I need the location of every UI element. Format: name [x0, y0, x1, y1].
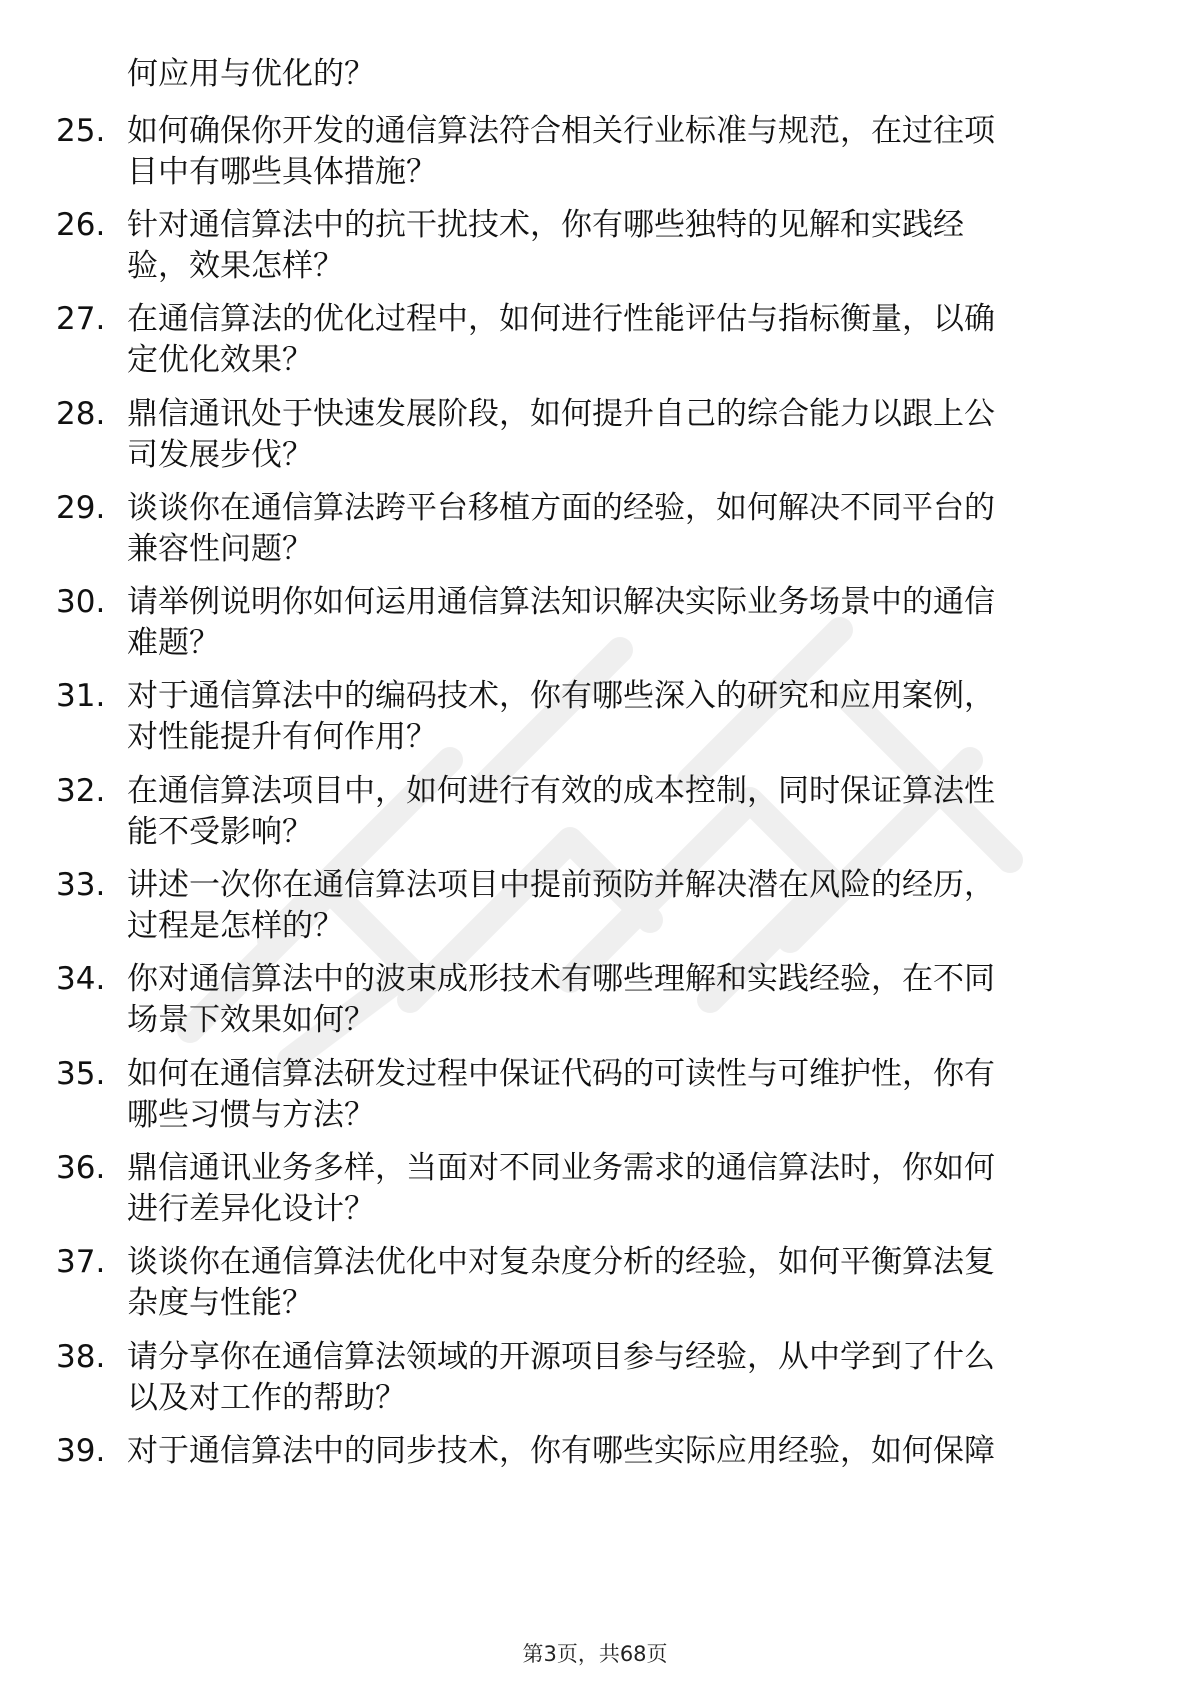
question-number: 29.	[56, 490, 106, 526]
question-text-line: 谈谈你在通信算法优化中对复杂度分析的经验，如何平衡算法复	[127, 1244, 995, 1280]
question-text-line: 如何在通信算法研发过程中保证代码的可读性与可维护性，你有	[127, 1056, 995, 1092]
continuation-line: 何应用与优化的？	[127, 56, 375, 92]
question-text-line: 对性能提升有何作用？	[127, 719, 437, 755]
question-text-line: 请举例说明你如何运用通信算法知识解决实际业务场景中的通信	[127, 584, 995, 620]
question-item	[56, 109, 1126, 201]
question-text-line: 讲述一次你在通信算法项目中提前预防并解决潜在风险的经历，	[127, 867, 995, 903]
question-number: 36.	[56, 1150, 106, 1186]
question-number: 34.	[56, 961, 106, 997]
question-text-line: 鼎信通讯业务多样，当面对不同业务需求的通信算法时，你如何	[127, 1150, 995, 1186]
question-text-line: 鼎信通讯处于快速发展阶段，如何提升自己的综合能力以跟上公	[127, 396, 995, 432]
question-text-line: 验，效果怎样？	[127, 248, 344, 284]
question-text-line: 能不受影响？	[127, 814, 313, 850]
question-text-line: 针对通信算法中的抗干扰技术，你有哪些独特的见解和实践经	[127, 207, 964, 243]
question-number: 28.	[56, 396, 106, 432]
question-text-line: 在通信算法的优化过程中，如何进行性能评估与指标衡量，以确	[127, 301, 995, 337]
question-item	[56, 1146, 1126, 1238]
question-text-line: 进行差异化设计？	[127, 1191, 375, 1227]
question-number: 27.	[56, 301, 106, 337]
question-number: 32.	[56, 773, 106, 809]
question-number: 26.	[56, 207, 106, 243]
question-item	[56, 392, 1126, 484]
page-footer: 第3页，共68页	[522, 1642, 668, 1666]
question-text-line: 定优化效果？	[127, 342, 313, 378]
question-text-line: 杂度与性能？	[127, 1285, 313, 1321]
question-text-line: 对于通信算法中的编码技术，你有哪些深入的研究和应用案例，	[127, 678, 995, 714]
question-text-line: 司发展步伐？	[127, 437, 313, 473]
question-item	[56, 1052, 1126, 1144]
question-text-line: 兼容性问题？	[127, 531, 313, 567]
question-number: 30.	[56, 584, 106, 620]
question-text-line: 对于通信算法中的同步技术，你有哪些实际应用经验，如何保障	[127, 1433, 995, 1469]
question-text-line: 目中有哪些具体措施？	[127, 154, 437, 190]
question-text-line: 场景下效果如何？	[127, 1002, 375, 1038]
question-text-line: 过程是怎样的？	[127, 908, 344, 944]
question-item	[56, 674, 1126, 766]
question-text-line: 以及对工作的帮助？	[127, 1380, 406, 1416]
question-number: 33.	[56, 867, 106, 903]
question-number: 31.	[56, 678, 106, 714]
question-item	[56, 580, 1126, 672]
question-number: 25.	[56, 113, 106, 149]
question-number: 35.	[56, 1056, 106, 1092]
question-text-line: 谈谈你在通信算法跨平台移植方面的经验，如何解决不同平台的	[127, 490, 995, 526]
question-text-line: 你对通信算法中的波束成形技术有哪些理解和实践经验，在不同	[127, 961, 995, 997]
question-number: 39.	[56, 1433, 106, 1469]
question-number: 38.	[56, 1339, 106, 1375]
question-item	[56, 863, 1126, 955]
question-item	[56, 297, 1126, 389]
question-text-line: 在通信算法项目中，如何进行有效的成本控制，同时保证算法性	[127, 773, 995, 809]
question-text-line: 难题？	[127, 625, 220, 661]
question-item	[56, 1240, 1126, 1332]
question-item	[56, 1429, 1126, 1521]
question-number: 37.	[56, 1244, 106, 1280]
question-item	[56, 769, 1126, 861]
question-item	[56, 203, 1126, 295]
question-item	[56, 1335, 1126, 1427]
question-text-line: 请分享你在通信算法领域的开源项目参与经验，从中学到了什么	[127, 1339, 995, 1375]
question-item	[56, 486, 1126, 578]
question-item	[56, 957, 1126, 1049]
question-text-line: 哪些习惯与方法？	[127, 1097, 375, 1133]
question-text-line: 如何确保你开发的通信算法符合相关行业标准与规范，在过往项	[127, 113, 995, 149]
